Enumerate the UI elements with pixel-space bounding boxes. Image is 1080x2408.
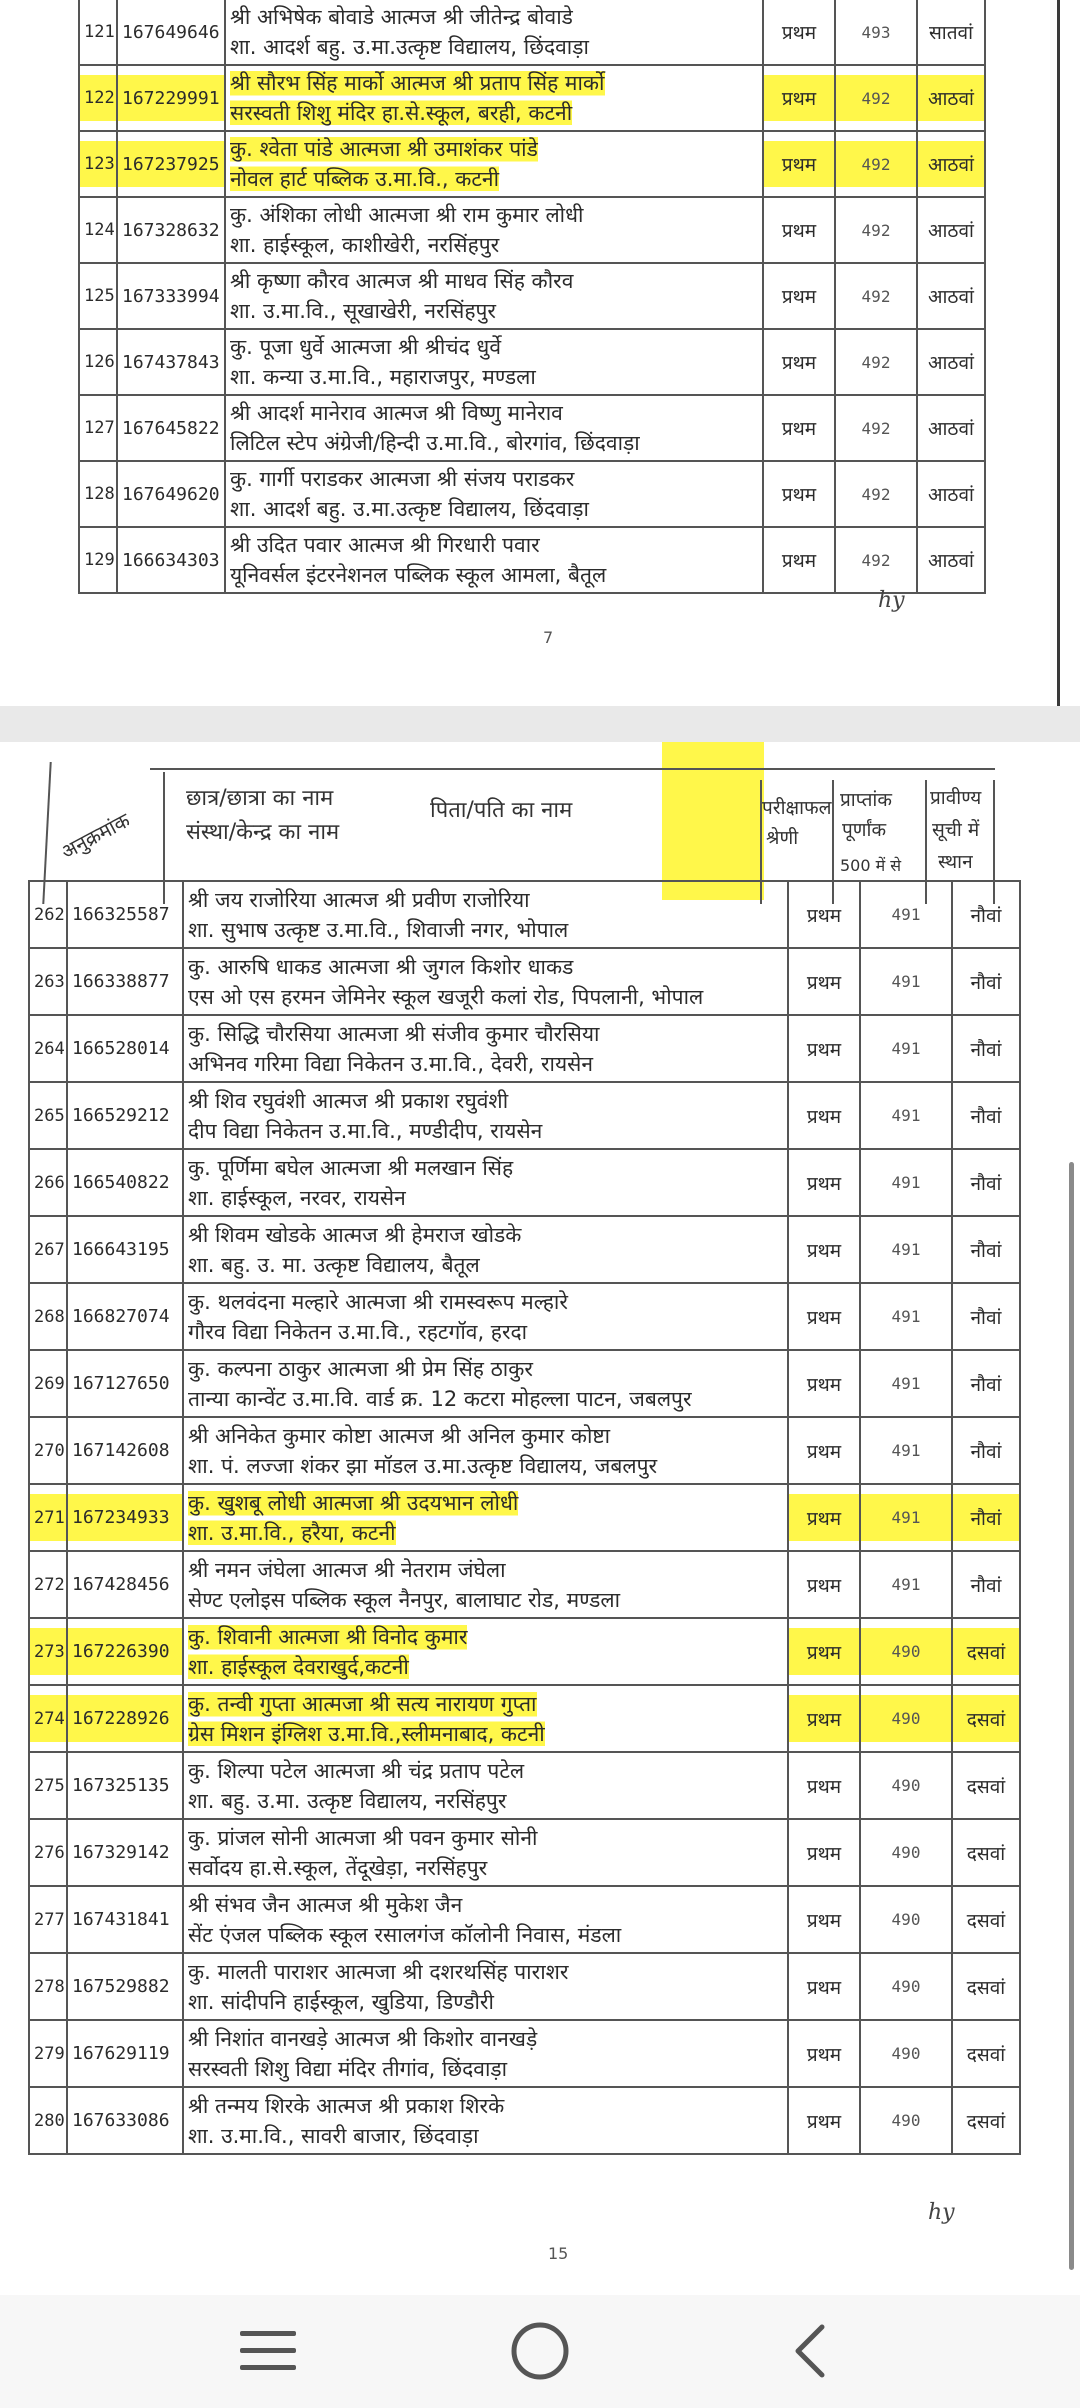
merit-rank: आठवां <box>917 263 985 329</box>
school-name: यूनिवर्सल इंटरनेशनल पब्लिक स्कूल आमला, बैतूल <box>230 563 607 587</box>
header-institution: संस्था/केन्द्र का नाम <box>186 820 340 845</box>
division: प्रथम <box>763 65 835 131</box>
student-name: श्री तन्मय शिरके आत्मज श्री प्रकाश शिरके <box>188 2093 505 2118</box>
student-info <box>225 263 763 329</box>
table-row <box>29 1618 1020 1685</box>
header-border-top <box>150 768 995 770</box>
student-info <box>225 461 763 527</box>
serial-number: 268 <box>29 1283 67 1350</box>
roll-number: 167649646 <box>117 0 225 65</box>
student-name: कु. मालती पाराशर आत्मजा श्री दशरथसिंह पाराशर <box>188 1959 569 1984</box>
school-name: ग्रेस मिशन इंग्लिश उ.मा.वि.,स्लीमनाबाद, कटनी <box>188 1719 545 1749</box>
school-name: शा. आदर्श बहु. उ.मा.उत्कृष्ट विद्यालय, छिंदवाड़ा <box>230 497 589 521</box>
school-name: सरस्वती शिशु मंदिर हा.से.स्कूल, बरही, कटनी <box>230 98 572 128</box>
roll-number: 167237925 <box>117 131 225 197</box>
marks: 491 <box>860 1484 952 1551</box>
header-marks-3: 500 में से <box>840 856 902 875</box>
student-info <box>183 1283 788 1350</box>
roll-number: 167629119 <box>67 2020 183 2087</box>
division: प्रथम <box>763 527 835 593</box>
student-name: कु. शिल्पा पटेल आत्मजा श्री चंद्र प्रताप पटेल <box>188 1758 525 1783</box>
merit-rank: नौवां <box>952 1216 1020 1283</box>
header-parent: पिता/पति का नाम <box>430 798 573 823</box>
document-page-15 <box>0 742 1080 2305</box>
serial-number: 266 <box>29 1149 67 1216</box>
student-info <box>183 1886 788 1953</box>
roll-number: 166827074 <box>67 1283 183 1350</box>
table-row <box>79 329 985 395</box>
header-marks-1: प्राप्तांक <box>840 789 892 811</box>
division: प्रथम <box>788 1551 860 1618</box>
marks: 491 <box>860 1149 952 1216</box>
serial-number: 272 <box>29 1551 67 1618</box>
merit-rank: दसवां <box>952 1819 1020 1886</box>
signature: hy <box>878 588 905 613</box>
marks: 491 <box>860 1551 952 1618</box>
school-name: दीप विद्या निकेतन उ.मा.वि., मण्डीदीप, रायसेन <box>188 1118 543 1143</box>
student-name: श्री जय राजोरिया आत्मज श्री प्रवीण राजोरिया <box>188 887 530 912</box>
school-name: सर्वोदय हा.से.स्कूल, तेंदूखेड़ा, नरसिंहपुर <box>188 1855 488 1880</box>
marks: 492 <box>835 461 917 527</box>
student-info <box>225 131 763 197</box>
division: प्रथम <box>788 1149 860 1216</box>
student-info <box>225 197 763 263</box>
roll-number: 167333994 <box>117 263 225 329</box>
roll-number: 167329142 <box>67 1819 183 1886</box>
student-name: कु. पूर्णिमा बघेल आत्मजा श्री मलखान सिंह <box>188 1155 514 1180</box>
student-info <box>183 1350 788 1417</box>
roll-number: 167431841 <box>67 1886 183 1953</box>
roll-number: 166643195 <box>67 1216 183 1283</box>
marks: 493 <box>835 0 917 65</box>
roll-number: 167649620 <box>117 461 225 527</box>
marks: 491 <box>860 1082 952 1149</box>
header-serial: अनुक्रमांक <box>56 807 134 864</box>
marks: 490 <box>860 1819 952 1886</box>
serial-number: 121 <box>79 0 117 65</box>
header-rank-1: प्रावीण्य <box>930 787 982 809</box>
signature: hy <box>928 2200 955 2225</box>
marks: 491 <box>860 1350 952 1417</box>
table-row <box>29 2087 1020 2154</box>
roll-number: 166325587 <box>67 881 183 948</box>
division: प्रथम <box>788 1350 860 1417</box>
division: प्रथम <box>763 395 835 461</box>
school-name: लिटिल स्टेप अंग्रेजी/हिन्दी उ.मा.वि., बोरगांव, छिंदवाड़ा <box>230 431 640 455</box>
back-button[interactable] <box>760 2315 860 2387</box>
merit-rank: नौवां <box>952 881 1020 948</box>
division: प्रथम <box>763 131 835 197</box>
serial-number: 274 <box>29 1685 67 1752</box>
marks: 490 <box>860 1886 952 1953</box>
marks: 491 <box>860 948 952 1015</box>
roll-number: 167328632 <box>117 197 225 263</box>
table-row <box>29 1484 1020 1551</box>
serial-number: 127 <box>79 395 117 461</box>
division: प्रथम <box>788 948 860 1015</box>
table-row <box>29 1551 1020 1618</box>
student-info <box>183 1484 788 1551</box>
roll-number: 167428456 <box>67 1551 183 1618</box>
marks: 491 <box>860 1283 952 1350</box>
division: प्रथम <box>788 1417 860 1484</box>
student-info <box>183 1953 788 2020</box>
student-info <box>183 1685 788 1752</box>
marks: 492 <box>835 131 917 197</box>
table-row <box>79 395 985 461</box>
header-student: छात्र/छात्रा का नाम <box>186 786 334 811</box>
school-name: एस ओ एस हरमन जेमिनेर स्कूल खजूरी कलां रोड, पिपलानी, भोपाल <box>188 984 704 1009</box>
serial-number: 280 <box>29 2087 67 2154</box>
student-name: श्री शिवम खोडके आत्मज श्री हेमराज खोडके <box>188 1222 522 1247</box>
merit-rank: दसवां <box>952 1618 1020 1685</box>
student-info <box>183 1752 788 1819</box>
school-name: तान्या कान्वेंट उ.मा.वि. वार्ड क्र. 12 कटरा मोहल्ला पाटन, जबलपुर <box>188 1386 692 1411</box>
division: प्रथम <box>788 1082 860 1149</box>
school-name: शा. आदर्श बहु. उ.मा.उत्कृष्ट विद्यालय, छिंदवाड़ा <box>230 35 589 59</box>
division: प्रथम <box>763 0 835 65</box>
student-info <box>183 2087 788 2154</box>
merit-rank: आठवां <box>917 65 985 131</box>
header-division-1: परीक्षाफल <box>762 797 832 819</box>
table-row <box>79 0 985 65</box>
division: प्रथम <box>763 461 835 527</box>
marks: 490 <box>860 1752 952 1819</box>
student-info <box>225 395 763 461</box>
school-name: सरस्वती शिशु विद्या मंदिर तीगांव, छिंदवाड़ा <box>188 2056 508 2081</box>
merit-rank: आठवां <box>917 461 985 527</box>
school-name: शा. सांदीपनि हाईस्कूल, खुडिया, डिण्डौरी <box>188 1989 494 2014</box>
student-name: श्री संभव जैन आत्मज श्री मुकेश जैन <box>188 1892 463 1917</box>
table-row <box>29 1752 1020 1819</box>
serial-number: 129 <box>79 527 117 593</box>
roll-number: 166528014 <box>67 1015 183 1082</box>
division: प्रथम <box>788 1216 860 1283</box>
table-row <box>29 1350 1020 1417</box>
serial-number: 279 <box>29 2020 67 2087</box>
table-row <box>79 461 985 527</box>
student-name: श्री अनिकेत कुमार कोष्टा आत्मज श्री अनिल कुमार कोष्टा <box>188 1423 611 1448</box>
merit-rank: आठवां <box>917 527 985 593</box>
division: प्रथम <box>788 1015 860 1082</box>
student-info <box>225 65 763 131</box>
division: प्रथम <box>763 263 835 329</box>
serial-number: 269 <box>29 1350 67 1417</box>
school-name: शा. उ.मा.वि., हरैया, कटनी <box>188 1518 396 1548</box>
division: प्रथम <box>788 1484 860 1551</box>
table-row <box>29 948 1020 1015</box>
serial-number: 123 <box>79 131 117 197</box>
marks: 492 <box>835 527 917 593</box>
student-name: कु. शिवानी आत्मजा श्री विनोद कुमार <box>188 1622 467 1652</box>
serial-number: 126 <box>79 329 117 395</box>
student-name: कु. श्वेता पांडे आत्मजा श्री उमाशंकर पांडे <box>230 134 538 164</box>
student-info <box>183 948 788 1015</box>
merit-rank: आठवां <box>917 395 985 461</box>
header-highlight <box>662 742 764 900</box>
merit-rank: आठवां <box>917 197 985 263</box>
division: प्रथम <box>788 1819 860 1886</box>
roll-number: 166338877 <box>67 948 183 1015</box>
division: प्रथम <box>788 881 860 948</box>
merit-rank: दसवां <box>952 1685 1020 1752</box>
table-row <box>29 1819 1020 1886</box>
table-row <box>29 1417 1020 1484</box>
serial-number: 278 <box>29 1953 67 2020</box>
serial-number: 125 <box>79 263 117 329</box>
student-name: कु. प्रांजल सोनी आत्मजा श्री पवन कुमार सोनी <box>188 1825 538 1850</box>
marks: 492 <box>835 395 917 461</box>
roll-number: 167325135 <box>67 1752 183 1819</box>
division: प्रथम <box>788 1618 860 1685</box>
table-row <box>29 1149 1020 1216</box>
table-row <box>29 1216 1020 1283</box>
merit-rank: नौवां <box>952 1082 1020 1149</box>
serial-number: 122 <box>79 65 117 131</box>
school-name: शा. पं. लज्जा शंकर झा मॉडल उ.मा.उत्कृष्ट विद्यालय, जबलपुर <box>188 1453 658 1478</box>
table-row <box>79 263 985 329</box>
student-info <box>183 881 788 948</box>
marks: 491 <box>860 1015 952 1082</box>
division: प्रथम <box>763 329 835 395</box>
student-name: कु. सिद्धि चौरसिया आत्मजा श्री संजीव कुमार चौरसिया <box>188 1021 600 1046</box>
merit-rank: दसवां <box>952 1953 1020 2020</box>
student-name: श्री सौरभ सिंह मार्को आत्मज श्री प्रताप सिंह मार्को <box>230 68 605 98</box>
home-circle-icon <box>508 2319 572 2383</box>
student-info <box>225 527 763 593</box>
school-name: शा. हाईस्कूल, काशीखेरी, नरसिंहपुर <box>230 233 500 257</box>
merit-rank: नौवां <box>952 1149 1020 1216</box>
serial-number: 263 <box>29 948 67 1015</box>
school-name: सेंट एंजल पब्लिक स्कूल रसालगंज कॉलोनी निवास, मंडला <box>188 1922 622 1947</box>
roll-number: 167633086 <box>67 2087 183 2154</box>
student-info <box>183 1216 788 1283</box>
roll-number: 167529882 <box>67 1953 183 2020</box>
roll-number: 167228926 <box>67 1685 183 1752</box>
division: प्रथम <box>788 1953 860 2020</box>
table-row <box>29 1953 1020 2020</box>
marks: 490 <box>860 2020 952 2087</box>
marks: 490 <box>860 2087 952 2154</box>
merit-rank: नौवां <box>952 948 1020 1015</box>
school-name: शा. उ.मा.वि., सूखाखेरी, नरसिंहपुर <box>230 299 496 323</box>
table-row <box>79 65 985 131</box>
serial-number: 270 <box>29 1417 67 1484</box>
student-name: कु. गार्गी पराडकर आत्मजा श्री संजय पराडकर <box>230 467 575 491</box>
page-edge-shadow <box>1057 0 1060 706</box>
school-name: शा. उ.मा.वि., सावरी बाजार, छिंदवाड़ा <box>188 2123 479 2148</box>
roll-number: 167229991 <box>117 65 225 131</box>
division: प्रथम <box>788 1886 860 1953</box>
table-row <box>29 1886 1020 1953</box>
school-name: सेण्ट एलोइस पब्लिक स्कूल नैनपुर, बालाघाट रोड, मण्डला <box>188 1587 621 1612</box>
recent-apps-button[interactable] <box>218 2315 318 2387</box>
roll-number: 167142608 <box>67 1417 183 1484</box>
school-name: शा. हाईस्कूल, नरवर, रायसेन <box>188 1185 406 1210</box>
student-info <box>183 1551 788 1618</box>
merit-rank: दसवां <box>952 2087 1020 2154</box>
student-name: श्री निशांत वानखड़े आत्मज श्री किशोर वानखड़े <box>188 2026 538 2051</box>
merit-table-page-7 <box>78 0 986 594</box>
table-row <box>29 1685 1020 1752</box>
school-name: शा. हाईस्कूल देवराखुर्द,कटनी <box>188 1652 409 1682</box>
student-name: श्री उदित पवार आत्मज श्री गिरधारी पवार <box>230 533 540 557</box>
merit-rank: नौवां <box>952 1417 1020 1484</box>
merit-rank: नौवां <box>952 1484 1020 1551</box>
student-name: कु. खुशबू लोधी आत्मजा श्री उदयभान लोधी <box>188 1488 518 1518</box>
merit-rank: नौवां <box>952 1015 1020 1082</box>
table-row <box>79 197 985 263</box>
student-info <box>225 0 763 65</box>
serial-number: 275 <box>29 1752 67 1819</box>
header-rank-3: स्थान <box>938 851 973 873</box>
student-name: कु. पूजा धुर्वे आत्मजा श्री श्रीचंद धुर्वे <box>230 335 502 359</box>
header-division-2: श्रेणी <box>766 827 799 849</box>
student-name: कु. तन्वी गुप्ता आत्मजा श्री सत्य नारायण गुप्ता <box>188 1689 537 1719</box>
student-info <box>183 1417 788 1484</box>
merit-rank: आठवां <box>917 329 985 395</box>
marks: 492 <box>835 329 917 395</box>
marks: 492 <box>835 65 917 131</box>
student-name: कु. कल्पना ठाकुर आत्मजा श्री प्रेम सिंह ठाकुर <box>188 1356 533 1381</box>
student-info <box>183 1149 788 1216</box>
page-number: 15 <box>548 2244 569 2263</box>
roll-number: 166529212 <box>67 1082 183 1149</box>
scrollbar-thumb[interactable] <box>1069 1162 1074 2270</box>
marks: 492 <box>835 263 917 329</box>
division: प्रथम <box>788 1685 860 1752</box>
menu-lines-icon <box>238 2327 298 2375</box>
student-name: श्री नमन जंघेला आत्मज श्री नेतराम जंघेला <box>188 1557 506 1582</box>
division: प्रथम <box>788 1752 860 1819</box>
marks: 490 <box>860 1618 952 1685</box>
merit-rank: नौवां <box>952 1551 1020 1618</box>
student-name: कु. आरुषि धाकड आत्मजा श्री जुगल किशोर धाकड <box>188 954 574 979</box>
marks: 490 <box>860 1953 952 2020</box>
table-row <box>29 1082 1020 1149</box>
merit-table-page-15 <box>28 880 1021 2155</box>
table-row <box>79 527 985 593</box>
serial-number: 273 <box>29 1618 67 1685</box>
student-name: श्री अभिषेक बोवाडे आत्मज श्री जीतेन्द्र बोवाडे <box>230 5 573 29</box>
division: प्रथम <box>763 197 835 263</box>
school-name: शा. बहु. उ.मा. उत्कृष्ट विद्यालय, नरसिंहपुर <box>188 1788 507 1813</box>
school-name: गौरव विद्या निकेतन उ.मा.वि., रहटगॉव, हरदा <box>188 1319 528 1344</box>
school-name: शा. बहु. उ. मा. उत्कृष्ट विद्यालय, बैतूल <box>188 1252 480 1277</box>
student-info <box>183 1618 788 1685</box>
merit-rank: नौवां <box>952 1283 1020 1350</box>
student-info <box>183 1015 788 1082</box>
table-row <box>29 1015 1020 1082</box>
division: प्रथम <box>788 2020 860 2087</box>
system-navigation-bar <box>0 2295 1080 2408</box>
student-info <box>183 1082 788 1149</box>
serial-number: 128 <box>79 461 117 527</box>
student-name: श्री आदर्श मानेराव आत्मज श्री विष्णु मानेराव <box>230 401 563 425</box>
student-name: कु. थलवंदना मल्हारे आत्मजा श्री रामस्वरूप मल्हारे <box>188 1289 568 1314</box>
header-marks-2: पूर्णांक <box>842 819 887 841</box>
merit-rank: दसवां <box>952 2020 1020 2087</box>
page-number: 7 <box>543 628 554 647</box>
merit-rank: दसवां <box>952 1752 1020 1819</box>
school-name: अभिनव गरिमा विद्या निकेतन उ.मा.वि., देवरी, रायसेन <box>188 1051 594 1076</box>
serial-number: 276 <box>29 1819 67 1886</box>
merit-rank: नौवां <box>952 1350 1020 1417</box>
merit-rank: सातवां <box>917 0 985 65</box>
roll-number: 166634303 <box>117 527 225 593</box>
marks: 490 <box>860 1685 952 1752</box>
table-row <box>29 2020 1020 2087</box>
student-info <box>183 2020 788 2087</box>
serial-number: 262 <box>29 881 67 948</box>
table-row <box>29 881 1020 948</box>
serial-number: 264 <box>29 1015 67 1082</box>
student-name: कु. अंशिका लोधी आत्मजा श्री राम कुमार लोधी <box>230 203 584 227</box>
marks: 491 <box>860 1216 952 1283</box>
back-chevron-icon <box>786 2321 834 2381</box>
serial-number: 277 <box>29 1886 67 1953</box>
school-name: नोवल हार्ट पब्लिक उ.मा.वि., कटनी <box>230 164 499 194</box>
marks: 491 <box>860 881 952 948</box>
roll-number: 167645822 <box>117 395 225 461</box>
home-button[interactable] <box>490 2315 590 2387</box>
roll-number: 167437843 <box>117 329 225 395</box>
student-info <box>183 1819 788 1886</box>
merit-rank: आठवां <box>917 131 985 197</box>
school-name: शा. कन्या उ.मा.वि., महाराजपुर, मण्डला <box>230 365 536 389</box>
merit-rank: दसवां <box>952 1886 1020 1953</box>
serial-number: 265 <box>29 1082 67 1149</box>
student-info <box>225 329 763 395</box>
division: प्रथम <box>788 2087 860 2154</box>
serial-number: 267 <box>29 1216 67 1283</box>
roll-number: 167234933 <box>67 1484 183 1551</box>
marks: 491 <box>860 1417 952 1484</box>
roll-number: 167226390 <box>67 1618 183 1685</box>
document-page-7 <box>0 0 1080 706</box>
header-rank-2: सूची में <box>932 819 980 841</box>
roll-number: 167127650 <box>67 1350 183 1417</box>
table-row <box>29 1283 1020 1350</box>
serial-number: 271 <box>29 1484 67 1551</box>
table-row <box>79 131 985 197</box>
division: प्रथम <box>788 1283 860 1350</box>
student-name: श्री कृष्णा कौरव आत्मज श्री माधव सिंह कौरव <box>230 269 574 293</box>
roll-number: 166540822 <box>67 1149 183 1216</box>
student-name: श्री शिव रघुवंशी आत्मज श्री प्रकाश रघुवंशी <box>188 1088 509 1113</box>
serial-number: 124 <box>79 197 117 263</box>
school-name: शा. सुभाष उत्कृष्ट उ.मा.वि., शिवाजी नगर, भोपाल <box>188 917 569 942</box>
marks: 492 <box>835 197 917 263</box>
